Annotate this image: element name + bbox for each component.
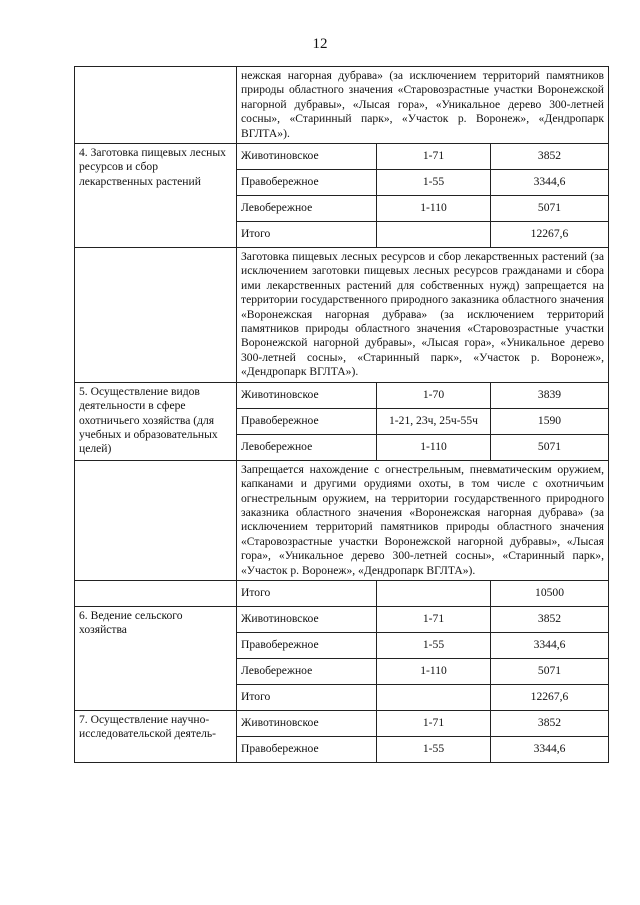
note-row [75,67,609,144]
quarters-cell: 1-71 [377,710,491,736]
quarters-cell: 1-110 [377,434,491,460]
area-cell: 5071 [491,658,609,684]
forestry-cell: Правобережное [237,736,377,762]
quarters-cell: 1-71 [377,606,491,632]
forestry-cell: Левобережное [237,658,377,684]
quarters-cell [377,580,491,606]
empty-activity-cell [75,248,237,383]
forestry-cell: Правобережное [237,170,377,196]
forestry-cell: Итого [237,222,377,248]
restriction-note: Заготовка пищевых лесных ресурсов и сбор лекарственных растений (за исключением заготовки пищевых лесных ресурсов гражданами и сбора ими лекарственных растений для собственных нужд) запрещается на территории государственного природного заказника областного значения «Воронежская нагорная дубрава» (за исключением территорий памятников природы областного значения «Старовозрастные участки Воронежской нагорной дубравы», «Лысая гора», «Уникальное дерево 300-летней сосны», «Старинный парк», «Участок р. Воронеж», «Дендропарк ВГЛТА»). [237,248,609,383]
empty-activity-cell [75,67,237,144]
quarters-cell: 1-70 [377,382,491,408]
area-cell: 1590 [491,408,609,434]
note-row [75,460,609,580]
area-cell: 5071 [491,434,609,460]
quarters-cell: 1-71 [377,144,491,170]
area-cell: 3344,6 [491,170,609,196]
table-row [75,382,609,408]
forestry-cell: Животиновское [237,710,377,736]
area-cell: 3839 [491,382,609,408]
forestry-cell: Левобережное [237,434,377,460]
area-cell: 12267,6 [491,684,609,710]
activity-cell: 4. Заготовка пищевых лесных ресурсов и сбор лекарственных растений [75,144,237,248]
quarters-cell: 1-55 [377,170,491,196]
forestry-cell: Правобережное [237,632,377,658]
quarters-cell [377,684,491,710]
area-cell: 12267,6 [491,222,609,248]
note-row [75,248,609,383]
forestry-cell: Животиновское [237,382,377,408]
activity-cell: 6. Ведение сельского хозяйства [75,606,237,710]
page-number: 12 [312,36,328,52]
empty-activity-cell [75,460,237,580]
area-cell: 5071 [491,196,609,222]
area-cell: 3852 [491,144,609,170]
area-cell: 3344,6 [491,632,609,658]
quarters-cell: 1-21, 23ч, 25ч-55ч [377,408,491,434]
quarters-cell: 1-55 [377,632,491,658]
area-cell: 3852 [491,606,609,632]
activity-cell: 5. Осуществление видов деятельности в сфере охотничьего хозяйства (для учебных и образовательных целей) [75,382,237,460]
table-row [75,606,609,632]
area-cell: 3852 [491,710,609,736]
area-cell: 3344,6 [491,736,609,762]
total-row [75,580,609,606]
forestry-cell: Левобережное [237,196,377,222]
table-row [75,710,609,736]
area-cell: 10500 [491,580,609,606]
zones-table [74,66,609,763]
quarters-cell: 1-110 [377,196,491,222]
forestry-cell: Итого [237,580,377,606]
quarters-cell: 1-110 [377,658,491,684]
forestry-cell: Правобережное [237,408,377,434]
restriction-note: нежская нагорная дубрава» (за исключением территорий памятников природы областного значения «Старовозрастные участки Воронежской нагорной дубравы», «Лысая гора», «Уникальное дерево 300-летней сосны», «Старинный парк», «Участок р. Воронеж», «Дендропарк ВГЛТА»). [237,67,609,144]
forestry-cell: Итого [237,684,377,710]
forestry-cell: Животиновское [237,606,377,632]
restriction-note: Запрещается нахождение с огнестрельным, пневматическим оружием, капканами и другими орудиями охоты, в том числе с охотничьим огнестрельным оружием, на территории государственного природного заказника областного значения «Воронежская нагорная дубрава» (за исключением территорий памятников природы областного значения «Старовозрастные участки Воронежской нагорной дубравы», «Лысая гора», «Уникальное дерево 300-летней сосны», «Старинный парк», «Участок р. Воронеж», «Дендропарк ВГЛТА»). [237,460,609,580]
table-row [75,144,609,170]
quarters-cell: 1-55 [377,736,491,762]
quarters-cell [377,222,491,248]
forestry-cell: Животиновское [237,144,377,170]
empty-activity-cell [75,580,237,606]
activity-cell: 7. Осуществление научно-исследовательской деятель- [75,710,237,762]
